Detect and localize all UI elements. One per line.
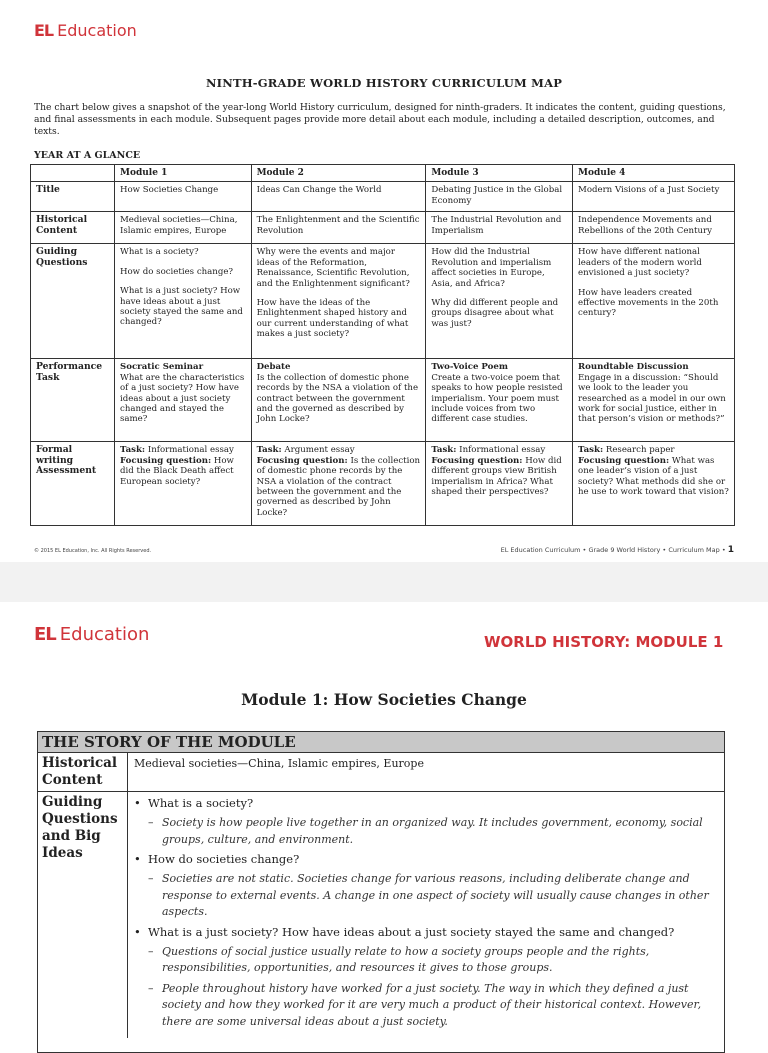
el-logo-text: Education [59, 624, 150, 645]
task-description: What are the characteristics of a just society? How have ideas about a just society changed and stayed the same? [120, 372, 245, 425]
big-idea: – Societies are not static. Societies change for various reasons, including deliberate change and response to external events. A change in one aspect of society will usually cause changes in other aspects. [148, 872, 709, 918]
module-header: WORLD HISTORY: MODULE 1 [484, 633, 724, 651]
row-label: Guiding Questions [31, 244, 115, 359]
page-number: 1 [727, 545, 734, 555]
guiding-question: How have the ideas of the Enlightenment shaped history and our current understanding of what makes a just society? [256, 298, 409, 340]
table-cell [251, 359, 426, 442]
guiding-question: Why did different people and groups disagree about what was just? [431, 298, 559, 329]
page-footer [501, 545, 734, 555]
table-cell [251, 442, 426, 526]
footer-text: EL Education Curriculum • Grade 9 World History • Curriculum Map • [500, 546, 726, 554]
big-idea: – Society is how people live together in an organized way. It includes government, economy, social groups, culture, and environment. [148, 816, 703, 846]
year-at-a-glance-label: YEAR AT A GLANCE [34, 150, 141, 161]
row-label: Historical Content [38, 753, 128, 791]
copyright-footer: © 2015 EL Education, Inc. All Rights Reserved. [34, 548, 152, 554]
table-cell [426, 244, 573, 359]
table-header-row [31, 165, 735, 182]
focus-label: Focusing question: [578, 455, 670, 466]
guiding-question: How do societies change? [120, 266, 234, 277]
document-title: NINTH-GRADE WORLD HISTORY CURRICULUM MAP [205, 76, 563, 90]
guiding-questions-list [128, 792, 724, 1038]
el-education-logo [34, 624, 149, 645]
table-cell: The Industrial Revolution and Imperialism [426, 212, 573, 244]
el-logo-text: Education [57, 21, 137, 40]
story-heading: THE STORY OF THE MODULE [38, 732, 724, 753]
table-cell [573, 442, 735, 526]
row-label: Formal writing Assessment [31, 442, 115, 526]
guiding-question: How have leaders created effective movements in the 20th century? [578, 287, 719, 319]
row-label: Title [31, 182, 115, 212]
guiding-question: What is a just society? How have ideas about a just society stayed the same and changed? [120, 286, 243, 328]
guiding-question: • What is a society? [134, 796, 254, 810]
focus-label: Focusing question: [256, 455, 348, 466]
column-header: Module 1 [115, 165, 252, 182]
table-cell: Independence Movements and Rebellions of the 20th Century [573, 212, 735, 244]
table-cell [115, 442, 252, 526]
guiding-questions-row [38, 792, 724, 1038]
task-label: Task: [256, 445, 282, 456]
table-cell [115, 359, 252, 442]
task-heading: Debate [256, 362, 291, 373]
historical-content-value: Medieval societies—China, Islamic empires, Europe [134, 757, 424, 770]
task-value: Informational essay [459, 445, 546, 456]
historical-content-row [38, 753, 724, 792]
column-header: Module 3 [426, 165, 573, 182]
guiding-question: • What is a just society? How have ideas about a just society stayed the same and changed? [134, 924, 675, 939]
el-education-logo [34, 21, 137, 40]
big-idea: – People throughout history have worked for a just society. The way in which they defined a just society and how they worked for it are very much a product of their historical context. However, there are some universal ideas about a just society. [148, 981, 702, 1028]
table-cell [426, 359, 573, 442]
table-cell: The Enlightenment and the Scientific Revolution [251, 212, 426, 244]
guiding-question: Why were the events and major ideas of the Reformation, Renaissance, Scientific Revolution, and the Enlightenment significant? [256, 247, 410, 289]
task-description: Engage in a discussion: “Should we look to the leader you researched as a model in our own work for social justice, either in that person’s vision or methods?” [578, 372, 726, 425]
row-label: Historical Content [31, 212, 115, 244]
guiding-question: How did the Industrial Revolution and imperialism affect societies in Europe, Asia, and Africa? [431, 247, 552, 289]
table-cell: Modern Visions of a Just Society [573, 182, 735, 212]
table-cell: Debating Justice in the Global Economy [426, 182, 573, 212]
table-cell: Medieval societies—China, Islamic empires, Europe [115, 212, 252, 244]
corner-cell [31, 165, 115, 182]
story-of-module-table [37, 731, 725, 1053]
guiding-question: What is a society? [120, 247, 199, 258]
module-title: Module 1: How Societies Change [241, 690, 527, 709]
task-label: Task: [431, 445, 457, 456]
table-row-guiding-questions [31, 244, 735, 359]
task-heading: Two-Voice Poem [431, 362, 508, 373]
table-row-formal-writing-assessment [31, 442, 735, 526]
column-header: Module 4 [573, 165, 735, 182]
table-row-title [31, 182, 735, 212]
task-description: Create a two-voice poem that speaks to how people resisted imperialism. Your poem must include voices from two different case studies. [431, 372, 563, 425]
task-value: Informational essay [147, 445, 234, 456]
task-label: Task: [578, 445, 604, 456]
row-label: Performance Task [31, 359, 115, 442]
task-description: Is the collection of domestic phone records by the NSA a violation of the contract between the government and the governed as described by John Locke? [256, 372, 419, 425]
table-cell [573, 359, 735, 442]
focus-value: How did different groups view British imperialism in Africa? What shaped their perspectives? [431, 455, 562, 498]
guiding-question: How have different national leaders of the modern world envisioned a just society? [578, 247, 702, 279]
task-label: Task: [120, 445, 146, 456]
guiding-question: • How do societies change? [134, 852, 300, 866]
task-heading: Socratic Seminar [120, 362, 204, 373]
table-cell [251, 244, 426, 359]
page-gap [0, 562, 768, 602]
intro-paragraph: The chart below gives a snapshot of the year-long World History curriculum, designed for ninth-graders. It indicates the content, guiding questions, and final assessments in each module. Subsequent pages provide more detail about each module, including a detailed description, outcomes, and texts. [34, 102, 726, 137]
el-logo-mark: EL [34, 624, 56, 645]
focus-label: Focusing question: [431, 455, 523, 466]
task-value: Argument essay [284, 445, 355, 456]
table-row-performance-task [31, 359, 735, 442]
column-header: Module 2 [251, 165, 426, 182]
row-label: Guiding Questions and Big Ideas [38, 792, 128, 1038]
curriculum-map-table [30, 164, 735, 526]
table-cell: How Societies Change [115, 182, 252, 212]
task-heading: Roundtable Discussion [578, 362, 689, 373]
big-idea: – Questions of social justice usually relate to how a society groups people and the rights, responsibilities, opportunities, and resources it gives to those groups. [148, 944, 650, 974]
table-cell [426, 442, 573, 526]
table-row-historical-content [31, 212, 735, 244]
focus-label: Focusing question: [120, 455, 212, 466]
table-cell [573, 244, 735, 359]
focus-value: Is the collection of domestic phone records by the NSA a violation of the contract between the government and the governed as described by John Locke? [256, 455, 421, 518]
table-cell: Ideas Can Change the World [251, 182, 426, 212]
focus-value: What was one leader’s vision of a just society? What methods did she or he use to work toward that vision? [578, 455, 729, 498]
focus-value: How did the Black Death affect European society? [120, 455, 234, 487]
task-value: Research paper [605, 445, 675, 456]
table-cell [115, 244, 252, 359]
el-logo-mark: EL [34, 21, 54, 40]
